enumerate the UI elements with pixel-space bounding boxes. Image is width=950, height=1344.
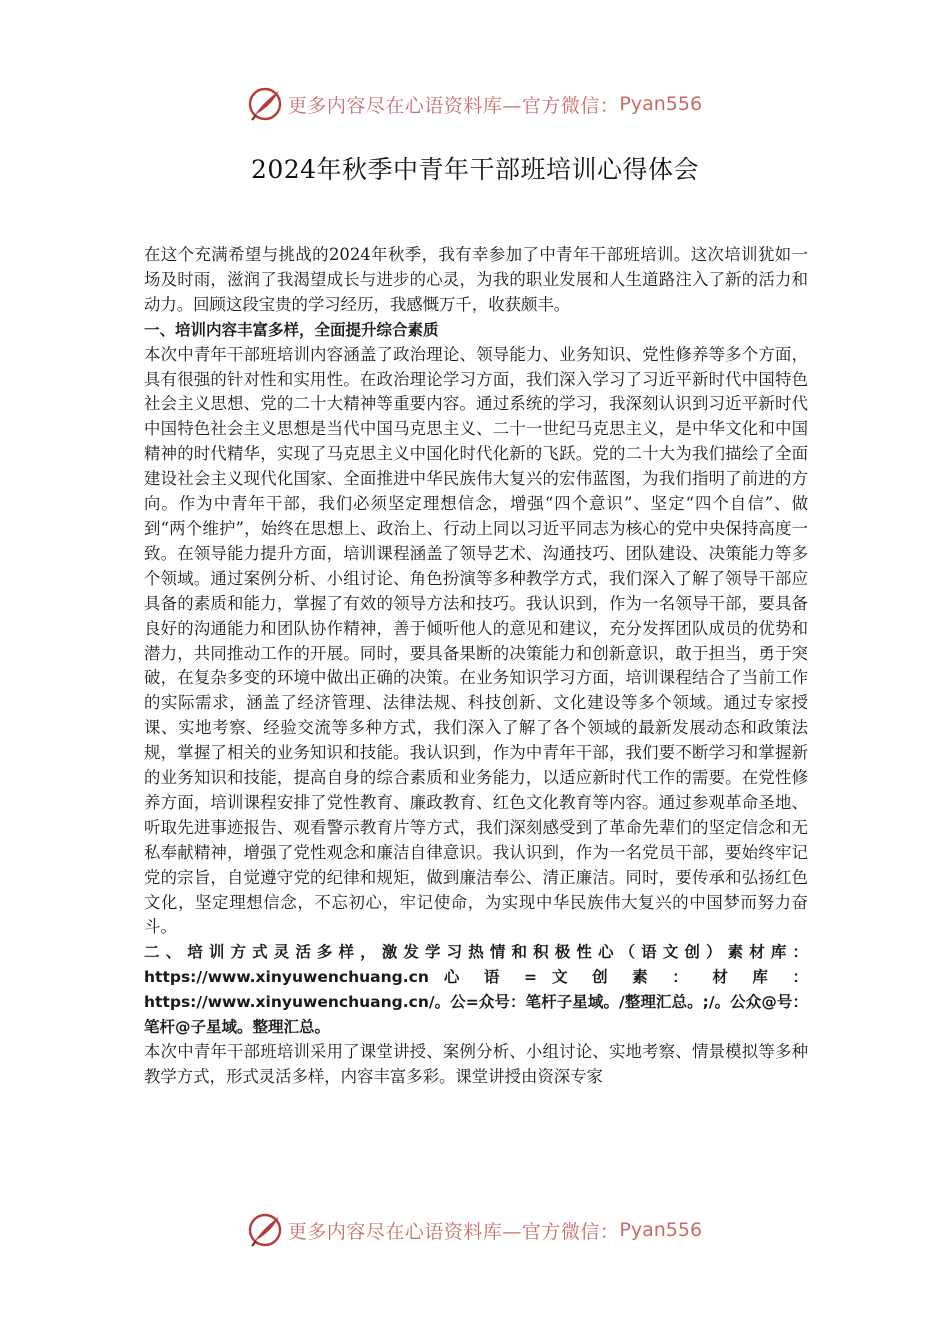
section-1-paragraph: 本次中青年干部班培训内容涵盖了政治理论、领导能力、业务知识、党性修养等多个方面，具有很强的针对性和实用性。在政治理论学习方面，我们深入学习了习近平新时代中国特色社会主义思想、党的二十大精神等重要内容。通过系统的学习，我深刻认识到习近平新时代中国特色社会主义思想是当代中国马克思主义、二十一世纪马克思主义，是中华文化和中国精神的时代精华，实现了马克思主义中国化时代化新的飞跃。党的二十大为我们描绘了全面建设社会主义现代化国家、全面推进中华民族伟大复兴的宏伟蓝图，为我们指明了前进的方向。作为中青年干部，我们必须坚定理想信念，增强“四个意识”、坚定“四个自信”、做到“两个维护”，始终在思想上、政治上、行动上同以习近平同志为核心的党中央保持高度一致。在领导能力提升方面，培训课程涵盖了领导艺术、沟通技巧、团队建设、决策能力等多个领域。通过案例分析、小组讨论、角色扮演等多种教学方式，我们深入了解了领导干部应具备的素质和能力，掌握了有效的领导方法和技巧。我认识到，作为一名领导干部，要具备良好的沟通能力和团队协作精神，善于倾听他人的意见和建议，充分发挥团队成员的优势和潜力，共同推动工作的开展。同时，要具备果断的决策能力和创新意识，敢于担当，勇于突破，在复杂多变的环境中做出正确的决策。在业务知识学习方面，培训课程结合了当前工作的实际需求，涵盖了经济管理、法律法规、科技创新、文化建设等多个领域。通过专家授课、实地考察、经验交流等多种方式，我们深入了解了各个领域的最新发展动态和政策法规，掌握了相关的业务知识和技能。我认识到，作为中青年干部，我们要不断学习和掌握新的业务知识和技能，提高自身的综合素质和业务能力，以适应新时代工作的需要。在党性修养方面，培训课程安排了党性教育、廉政教育、红色文化教育等内容。通过参观革命圣地、听取先进事迹报告、观看警示教育片等方式，我们深刻感受到了革命先辈们的坚定信念和无私奉献精神，增强了党性观念和廉洁自律意识。我认识到，作为一名党员干部，要始终牢记党的宗旨，自觉遵守党的纪律和规矩，做到廉洁奉公、清正廉洁。同时，要传承和弘扬红色文化，坚定理想信念，不忘初心，牢记使命，为实现中华民族伟大复兴的中国梦而努力奋斗。 [144,344,808,937]
header-banner [0,82,950,126]
quill-logo-icon [248,1212,284,1248]
document-body [144,243,808,1090]
banner-wechat-handle: Pyan556 [619,93,703,115]
section-2-paragraph: 本次中青年干部班培训采用了课堂讲授、案例分析、小组讨论、实地考察、情景模拟等多种教学方式，形式灵活多样，内容丰富多彩。课堂讲授由资深专家 [144,1042,808,1086]
footer-banner [0,1208,950,1252]
banner-text: 更多内容尽在心语资料库—官方微信： [287,1220,620,1243]
quill-logo-icon [248,86,284,122]
banner-text: 更多内容尽在心语资料库—官方微信： [287,94,620,117]
section-1-heading: 一、培训内容丰富多样，全面提升综合素质 [144,320,439,339]
banner-wechat-handle: Pyan556 [619,1219,703,1241]
section-2-heading: 二、培训方式灵活多样，激发学习热情和积极性心（语文创）素材库：https://www.xinyuwenchuang.cn 心 语 = 文 创 素 ： 材 库 ： https://www.xinyuwenchuang.cn/。公=众号：笔杆子星域。/整理汇总。;/。公众@号：笔杆@子星域。整理汇总。 [144,943,808,1037]
document-title: 2024年秋季中青年干部班培训心得体会 [250,155,700,184]
intro-paragraph: 在这个充满希望与挑战的2024年秋季，我有幸参加了中青年干部班培训。这次培训犹如一场及时雨，滋润了我渴望成长与进步的心灵，为我的职业发展和人生道路注入了新的活力和动力。回顾这段宝贵的学习经历，我感慨万千，收获颇丰。 [144,245,808,314]
